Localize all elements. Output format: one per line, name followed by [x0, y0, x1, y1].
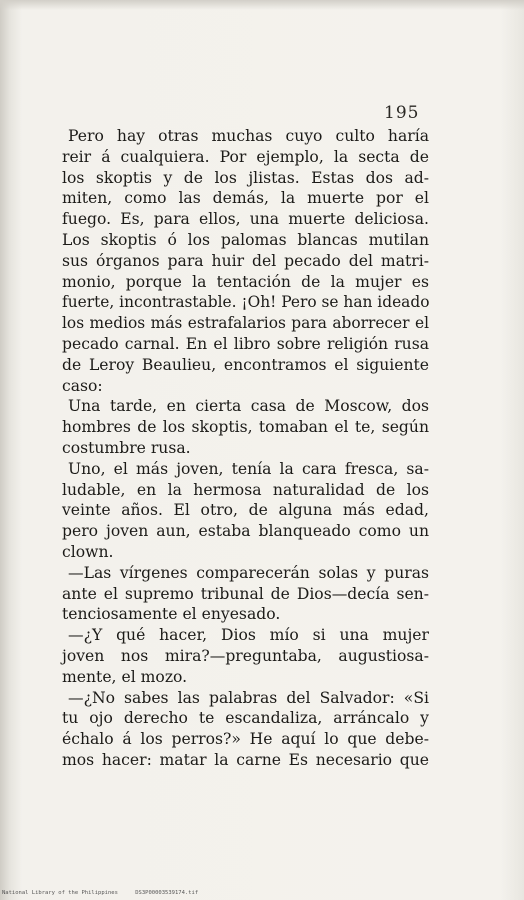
body-text	[62, 126, 429, 771]
text-line: caso:	[62, 376, 103, 395]
footer-library: National Library of the Philippines	[2, 890, 118, 896]
text-line: hombres de los skoptis, tomaban el te, según	[62, 418, 429, 437]
text-line: —Las vírgenes comparecerán solas y puras	[68, 563, 429, 582]
text-line: mos hacer: matar la carne Es necesario que	[62, 750, 429, 769]
text-line: de Leroy Beaulieu, encontramos el siguiente	[62, 355, 429, 374]
text-line: fuerte, incontrastable. ¡Oh! Pero se han ideado	[62, 293, 430, 312]
text-line: sus órganos para huir del pecado del matri-	[62, 251, 429, 270]
text-line: costumbre rusa.	[62, 438, 191, 457]
text-line: mente, el mozo.	[62, 667, 188, 686]
text-line: clown.	[62, 542, 114, 561]
text-line: échalo á los perros?» He aquí lo que debe-	[62, 730, 429, 749]
text-line: tenciosamente el enyesado.	[62, 605, 281, 624]
text-line: reir á cualquiera. Por ejemplo, la secta de	[62, 147, 429, 166]
text-line: veinte años. El otro, de alguna más edad,	[62, 501, 429, 520]
text-line: ludable, en la hermosa naturalidad de los	[62, 480, 429, 499]
text-line: joven nos mira?—preguntaba, augustiosa-	[62, 646, 429, 665]
text-line: Los skoptis ó los palomas blancas mutilan	[62, 230, 429, 249]
footer-file-id: DS3P00003539174.tif	[135, 890, 199, 896]
text-line: —¿No sabes las palabras del Salvador: «Si	[68, 688, 429, 707]
text-line: Pero hay otras muchas cuyo culto haría	[68, 127, 429, 145]
text-line: pecado carnal. En el libro sobre religión rusa	[62, 334, 429, 353]
page-number: 195	[384, 103, 420, 123]
text-line: ante el supremo tribunal de Dios—decía sen-	[62, 584, 429, 603]
scan-footer	[2, 890, 212, 896]
text-line: miten, como las demás, la muerte por el	[62, 189, 429, 208]
text-line: los skoptis y de los jlistas. Estas dos ad-	[62, 168, 429, 187]
text-line: Uno, el más joven, tenía la cara fresca, sa-	[68, 459, 429, 478]
text-line: Una tarde, en cierta casa de Moscow, dos	[68, 397, 429, 416]
text-line: —¿Y qué hacer, Dios mío si una mujer	[68, 626, 429, 645]
text-line: pero joven aun, estaba blanqueado como un	[62, 522, 429, 541]
text-line: fuego. Es, para ellos, una muerte deliciosa.	[62, 210, 429, 229]
text-line: tu ojo derecho te escandaliza, arráncalo y	[62, 709, 429, 728]
page-top-shadow	[0, 0, 524, 10]
text-line: monio, porque la tentación de la mujer es	[62, 272, 429, 291]
text-line: los medios más estrafalarios para aborrecer el	[62, 314, 429, 333]
